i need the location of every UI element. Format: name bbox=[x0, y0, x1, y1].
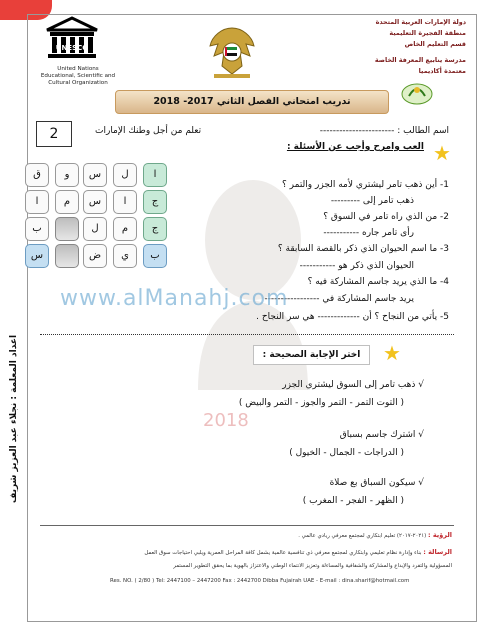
star-icon: ★ bbox=[433, 141, 451, 165]
answer-1: ذهب تامر إلى --------- bbox=[330, 196, 414, 206]
grid-cell[interactable]: ق bbox=[25, 163, 49, 187]
grid-cell[interactable]: و bbox=[55, 163, 79, 187]
exam-title: تدريب امتحاني الفصل الثاني 2017- 2018 bbox=[115, 90, 389, 114]
answer-2: رأى تامر جاره ----------- bbox=[323, 228, 414, 238]
header-accreditation: معتمدة أكاديميا bbox=[418, 67, 466, 75]
grid-cell[interactable]: س bbox=[83, 190, 107, 214]
header-country: دولة الإمارات العربية المتحدة bbox=[375, 18, 466, 26]
teacher-name: اعداد المعلمة : نجلاء عبد العزيز شريف bbox=[9, 334, 19, 504]
teacher-credit bbox=[2, 310, 26, 528]
school-logo-icon bbox=[400, 78, 434, 106]
year-watermark: 2018 bbox=[203, 410, 249, 431]
unesco-line: United Nations bbox=[57, 66, 99, 72]
question-4: 4- ما الذي يريد جاسم المشاركة فيه ؟ bbox=[307, 277, 449, 287]
site-watermark: www.alManahj.com bbox=[60, 286, 289, 311]
footer-contact: Res. NO. ( 2/80 ) Tel: 2447100 – 2447200 Fax : 2442700 Dibba Fujairah UAE - E-mail : dina.sharif@hotmail.com bbox=[110, 578, 410, 584]
student-name-label: اسم الطالب : ----------------------- bbox=[319, 126, 449, 136]
question-2: 2- من الذي راه تامر في السوق ؟ bbox=[323, 212, 449, 222]
header-department: قسم التعليم الخاص bbox=[404, 40, 466, 48]
grid-cell[interactable]: ل bbox=[83, 217, 107, 241]
mission-label: الرسالة : bbox=[423, 548, 452, 556]
question-1: 1- أين ذهب تامر ليشتري لأمه الجزر والتمر ؟ bbox=[282, 180, 449, 190]
svg-text:UNESCO: UNESCO bbox=[55, 44, 89, 52]
question-5: 5- يأتي من النجاح ؟ أن ------------- هي سر النجاح . bbox=[256, 312, 449, 322]
footer-vision bbox=[298, 531, 452, 539]
grid-cell[interactable]: س bbox=[25, 244, 49, 268]
footer-responsibility: المسؤولية والتفرد والإبداع والمشاركة والشفافية والمساءلة وتعزيز الانتماء الوطني والاعتزاز بالهوية بما يحقق التطوير المستمر bbox=[173, 563, 452, 569]
answer-3: الحيوان الذي ذكر هو ----------- bbox=[299, 261, 414, 271]
grid-cell[interactable]: ض bbox=[83, 244, 107, 268]
grid-cell[interactable]: ج bbox=[143, 217, 167, 241]
section1-heading: العب وامرح وأجب عن الأسئلة : bbox=[286, 142, 424, 152]
unesco-line: Cultural Organization bbox=[48, 80, 108, 86]
grid-cell[interactable]: ب bbox=[143, 244, 167, 268]
footer-divider bbox=[40, 525, 454, 527]
grid-cell[interactable]: س bbox=[83, 163, 107, 187]
grid-cell[interactable]: ب bbox=[25, 217, 49, 241]
grid-cell[interactable]: ا bbox=[113, 190, 137, 214]
mcq-question-1: √ ذهب تامر إلى السوق ليشتري الجزر bbox=[282, 380, 424, 390]
mcq-question-3: √ سيكون السباق بع صلاة bbox=[329, 478, 424, 488]
mcq-options-1: ( التوت التمر - التمر والجوز - التمر والبيض ) bbox=[238, 398, 404, 408]
grid-cell[interactable]: ج bbox=[143, 190, 167, 214]
header-zone: منطقة الفجيرة التعليمية bbox=[389, 29, 466, 37]
slogan: تعلم من أجل وطنك الإمارات bbox=[95, 126, 202, 136]
header-school: مدرسة ينابيع المعرفة الخاصة bbox=[374, 56, 466, 64]
grid-cell[interactable]: م bbox=[113, 217, 137, 241]
mcq-options-2: ( الدراجات - الجمال - الخيول ) bbox=[289, 448, 404, 458]
grid-cell[interactable]: ي bbox=[113, 244, 137, 268]
footer-mission bbox=[144, 548, 452, 556]
unesco-line: Educational, Scientific and bbox=[40, 73, 116, 79]
uae-emblem-icon bbox=[204, 22, 260, 80]
answer-4: يريد جاسم المشاركة في ----------------- bbox=[264, 294, 414, 304]
grid-cell[interactable]: م bbox=[55, 190, 79, 214]
grid-cell[interactable]: ا bbox=[143, 163, 167, 187]
grid-cell[interactable]: ل bbox=[113, 163, 137, 187]
divider bbox=[40, 334, 454, 336]
unesco-logo-icon bbox=[43, 16, 101, 62]
grid-cell-blank[interactable] bbox=[55, 244, 79, 268]
question-3: 3- ما اسم الحيوان الذي ذكر بالقصة السابقة ؟ bbox=[277, 244, 449, 254]
section2-heading: اختر الإجابة الصحيحة : bbox=[253, 345, 370, 365]
unesco-caption bbox=[38, 66, 118, 87]
mission-text: بناء وإدارة نظام تعليمي وابتكاري لمجتمع معرفي ذي تنافسية عالمية يشمل كافة المراحل العمرية ويلبي احتياجات سوق العمل bbox=[144, 550, 422, 556]
star-icon: ★ bbox=[383, 341, 401, 365]
mcq-question-2: √ اشترك جاسم بسباق bbox=[339, 430, 424, 440]
grid-cell-blank[interactable] bbox=[55, 217, 79, 241]
grid-cell[interactable]: ا bbox=[25, 190, 49, 214]
vision-text: (٢٠٢١-٢٠١٧) تعليم ابتكاري لمجتمع معرفي ريادي عالمي . bbox=[298, 533, 427, 539]
vision-label: الرؤية : bbox=[428, 531, 452, 539]
mcq-options-3: ( الظهر - الفجر - المغرب ) bbox=[302, 496, 404, 506]
page-number: 2 bbox=[36, 121, 72, 147]
